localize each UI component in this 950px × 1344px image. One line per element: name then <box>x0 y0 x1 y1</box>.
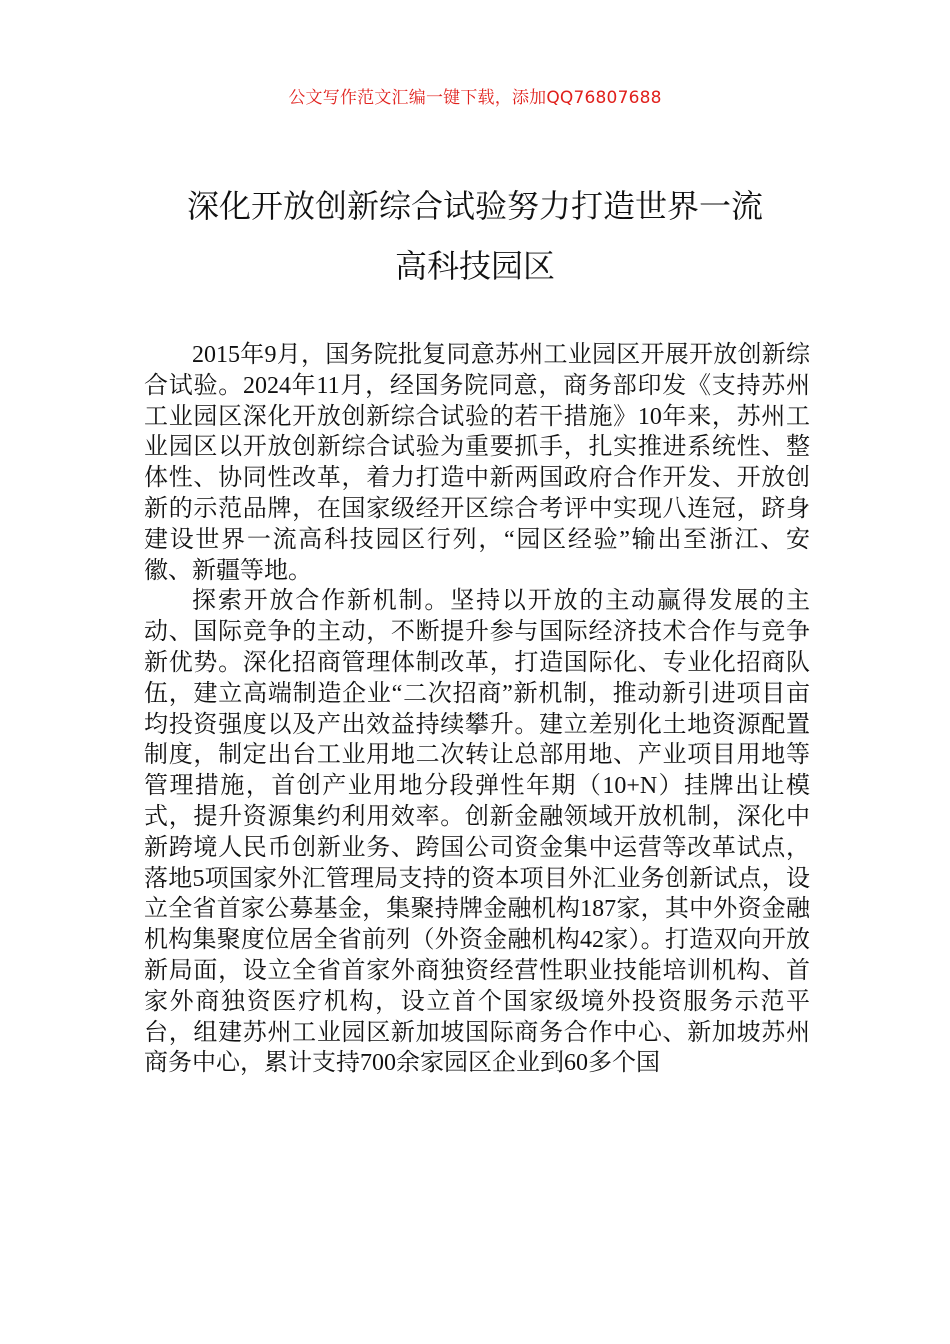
document-title <box>0 176 950 296</box>
document-body <box>144 340 810 1079</box>
paragraph-intro: 2015年9月，国务院批复同意苏州工业园区开展开放创新综合试验。2024年11月，经国务院同意，商务部印发《支持苏州工业园区深化开放创新综合试验的若干措施》10年来，苏州工业园区以开放创新综合试验为重要抓手，扎实推进系统性、整体性、协同性改革，着力打造中新两国政府合作开发、开放创新的示范品牌，在国家级经开区综合考评中实现八连冠，跻身建设世界一流高科技园区行列，“园区经验”输出至浙江、安徽、新疆等地。 <box>144 342 810 584</box>
paragraph-open-cooperation: 探索开放合作新机制。坚持以开放的主动赢得发展的主动、国际竞争的主动，不断提升参与国际经济技术合作与竞争新优势。深化招商管理体制改革，打造国际化、专业化招商队伍，建立高端制造企业“二次招商”新机制，推动新引进项目亩均投资强度以及产出效益持续攀升。建立差别化土地资源配置制度，制定出台工业用地二次转让总部用地、产业项目用地等管理措施，首创产业用地分段弹性年期（10+N）挂牌出让模式，提升资源集约利用效率。创新金融领域开放机制，深化中新跨境人民币创新业务、跨国公司资金集中运营等改革试点，落地5项国家外汇管理局支持的资本项目外汇业务创新试点，设立全省首家公募基金，集聚持牌金融机构187家，其中外资金融机构集聚度位居全省前列（外资金融机构42家）。打造双向开放新局面，设立全省首家外商独资经营性职业技能培训机构、首家外商独资医疗机构，设立首个国家级境外投资服务示范平台，组建苏州工业园区新加坡国际商务合作中心、新加坡苏州商务中心，累计支持700余家园区企业到60多个国 <box>144 588 810 1077</box>
title-line-2: 高科技园区 <box>394 247 555 285</box>
title-line-1: 深化开放创新综合试验努力打造世界一流 <box>186 187 763 225</box>
promo-banner: 公文写作范文汇编一键下载，添加QQ76807688 <box>288 88 662 108</box>
